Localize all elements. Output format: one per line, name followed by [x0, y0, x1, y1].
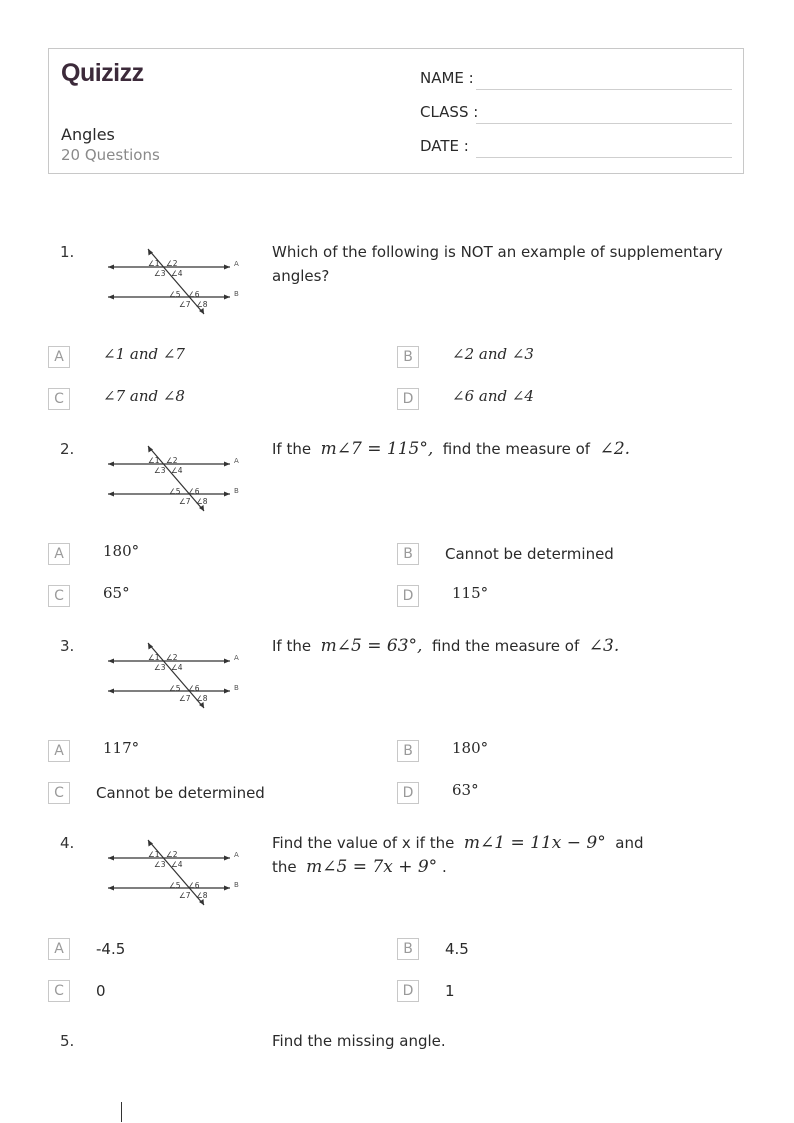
angle-label: ∠3: [154, 466, 166, 475]
arrowhead-icon: [108, 659, 114, 664]
option-text[interactable]: 4.5: [445, 940, 469, 958]
question-text-pre: Find the value of x if the: [272, 834, 455, 852]
question-math: m∠5 = 7x + 9°: [306, 857, 438, 877]
angle-label: ∠8: [196, 694, 208, 703]
angle-label: ∠7: [179, 497, 191, 506]
class-field[interactable]: [420, 103, 478, 121]
arrowhead-icon: [224, 265, 230, 270]
angle-label: ∠4: [171, 663, 183, 672]
option-text[interactable]: -4.5: [96, 940, 126, 958]
arrowhead-icon: [224, 492, 230, 497]
angle-label: ∠5: [169, 290, 181, 299]
angle-label: ∠2: [166, 456, 178, 465]
option-letter[interactable]: A: [48, 543, 70, 565]
question-line-2: [272, 855, 742, 879]
option-letter[interactable]: B: [397, 938, 419, 960]
option-letter[interactable]: C: [48, 585, 70, 607]
quizizz-logo: Quizizz: [61, 59, 144, 87]
angle-label: ∠7: [179, 300, 191, 309]
date-line: [476, 157, 732, 158]
angle-label: ∠4: [171, 860, 183, 869]
question-number: 1.: [60, 243, 75, 261]
question-math: ∠2.: [599, 439, 631, 459]
angle-label: ∠8: [196, 497, 208, 506]
date-label: DATE :: [420, 137, 469, 155]
angle-label: ∠7: [179, 891, 191, 900]
angle-label: ∠3: [154, 663, 166, 672]
option-text[interactable]: Cannot be determined: [96, 784, 265, 802]
angle-label: ∠1: [148, 653, 160, 662]
angle-label: ∠5: [169, 684, 181, 693]
angle-label: ∠3: [154, 269, 166, 278]
diagram-svg: [104, 640, 244, 710]
option-letter[interactable]: C: [48, 388, 70, 410]
angle-label: ∠5: [169, 881, 181, 890]
angle-label: ∠2: [166, 653, 178, 662]
option-text[interactable]: 0: [96, 982, 106, 1000]
option-text[interactable]: ∠2 and ∠3: [452, 345, 534, 363]
arrowhead-icon: [108, 886, 114, 891]
parallel-lines-diagram: [104, 837, 244, 907]
text-cursor: [121, 1102, 122, 1122]
question-text-pre2: the: [272, 858, 297, 876]
angle-label: ∠6: [188, 881, 200, 890]
angle-label: ∠5: [169, 487, 181, 496]
line-label-a: A: [234, 457, 239, 465]
angle-label: ∠4: [171, 466, 183, 475]
option-text[interactable]: 180°: [452, 739, 489, 757]
arrowhead-icon: [224, 295, 230, 300]
parallel-lines-diagram: [104, 443, 244, 513]
option-letter[interactable]: D: [397, 782, 419, 804]
angle-label: ∠1: [148, 259, 160, 268]
option-text[interactable]: 180°: [103, 542, 140, 560]
arrowhead-icon: [108, 295, 114, 300]
class-line: [476, 123, 732, 124]
option-letter[interactable]: A: [48, 740, 70, 762]
option-text[interactable]: ∠7 and ∠8: [103, 387, 185, 405]
arrowhead-icon: [224, 886, 230, 891]
option-text[interactable]: 1: [445, 982, 455, 1000]
arrowhead-icon: [224, 659, 230, 664]
option-letter[interactable]: C: [48, 980, 70, 1002]
date-field[interactable]: [420, 137, 469, 155]
diagram-svg: [104, 246, 244, 316]
question-text: [272, 831, 742, 879]
question-text-pre: If the: [272, 440, 312, 458]
arrowhead-icon: [108, 492, 114, 497]
option-letter[interactable]: A: [48, 938, 70, 960]
angle-label: ∠6: [188, 487, 200, 496]
arrowhead-icon: [224, 856, 230, 861]
angle-label: ∠8: [196, 891, 208, 900]
option-letter[interactable]: D: [397, 585, 419, 607]
option-letter[interactable]: A: [48, 346, 70, 368]
line-label-a: A: [234, 851, 239, 859]
option-text[interactable]: 117°: [103, 739, 140, 757]
angle-label: ∠8: [196, 300, 208, 309]
option-text[interactable]: 115°: [452, 584, 489, 602]
question-text: Which of the following is NOT an example of supplementary angles?: [272, 243, 723, 285]
line-label-b: B: [234, 881, 239, 889]
name-label: NAME :: [420, 69, 474, 87]
line-label-a: A: [234, 654, 239, 662]
line-label-a: A: [234, 260, 239, 268]
name-line: [476, 89, 732, 90]
question-line-1: [272, 831, 742, 855]
question-number: 3.: [60, 637, 75, 655]
arrowhead-icon: [224, 462, 230, 467]
question-text-mid: find the measure of: [442, 440, 591, 458]
option-text[interactable]: ∠6 and ∠4: [452, 387, 534, 405]
question-text: [272, 634, 742, 658]
arrowhead-icon: [108, 462, 114, 467]
angle-label: ∠1: [148, 850, 160, 859]
arrowhead-icon: [108, 265, 114, 270]
question-count: 20 Questions: [61, 146, 160, 164]
angle-label: ∠6: [188, 684, 200, 693]
option-letter[interactable]: C: [48, 782, 70, 804]
question-text: [272, 437, 742, 461]
option-letter[interactable]: B: [397, 346, 419, 368]
worksheet-header: [48, 48, 744, 174]
arrowhead-icon: [108, 689, 114, 694]
arrowhead-icon: [224, 689, 230, 694]
angle-label: ∠7: [179, 694, 191, 703]
diagram-svg: [104, 443, 244, 513]
parallel-lines-diagram: [104, 640, 244, 710]
option-text[interactable]: ∠1 and ∠7: [103, 345, 185, 363]
angle-label: ∠2: [166, 850, 178, 859]
question-math: m∠1 = 11x − 9°: [463, 833, 606, 853]
option-letter[interactable]: D: [397, 980, 419, 1002]
line-label-b: B: [234, 684, 239, 692]
name-field[interactable]: [420, 69, 474, 87]
angle-label: ∠1: [148, 456, 160, 465]
question-number: 4.: [60, 834, 75, 852]
parallel-lines-diagram: [104, 246, 244, 316]
angle-label: ∠4: [171, 269, 183, 278]
arrowhead-icon: [108, 856, 114, 861]
line-label-b: B: [234, 290, 239, 298]
question-math: ∠3.: [588, 636, 620, 656]
class-label: CLASS :: [420, 103, 479, 121]
question-math: m∠7 = 115°,: [320, 439, 434, 459]
line-label-b: B: [234, 487, 239, 495]
angle-label: ∠6: [188, 290, 200, 299]
option-letter[interactable]: B: [397, 740, 419, 762]
question-math: m∠5 = 63°,: [320, 636, 423, 656]
question-text-mid: and: [615, 834, 644, 852]
option-text[interactable]: 65°: [103, 584, 130, 602]
question-text: Find the missing angle.: [272, 1032, 446, 1050]
question-number: 2.: [60, 440, 75, 458]
option-letter[interactable]: B: [397, 543, 419, 565]
question-text-pre: If the: [272, 637, 312, 655]
worksheet-title: Angles: [61, 125, 115, 144]
option-text[interactable]: Cannot be determined: [445, 545, 614, 563]
diagram-svg: [104, 837, 244, 907]
option-letter[interactable]: D: [397, 388, 419, 410]
question-number: 5.: [60, 1032, 75, 1050]
angle-label: ∠3: [154, 860, 166, 869]
question-text-mid: find the measure of: [431, 637, 580, 655]
angle-label: ∠2: [166, 259, 178, 268]
question-text-end: .: [441, 858, 447, 876]
option-text[interactable]: 63°: [452, 781, 479, 799]
